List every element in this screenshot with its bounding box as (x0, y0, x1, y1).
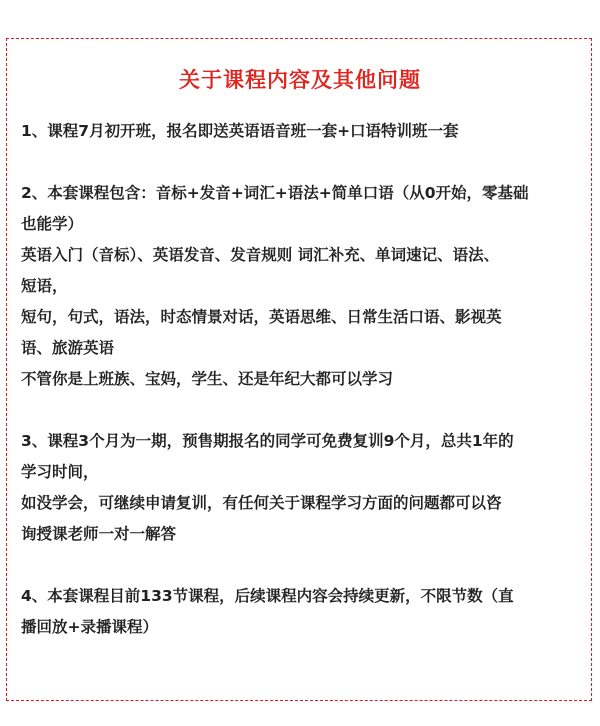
text-line: 询授课老师一对一解答 (21, 525, 177, 543)
text-line: 也能学） (21, 215, 84, 233)
text-line: 短语， (21, 277, 68, 295)
paragraph-gap (21, 550, 584, 581)
text-line: 播回放+录播课程） (21, 618, 158, 636)
paragraph-gap (21, 395, 584, 426)
text-line: 英语入门（音标）、英语发音、发音规则 词汇补充、单词速记、语法、 (21, 246, 500, 264)
content-body (21, 116, 584, 643)
section-course-count (21, 581, 584, 643)
text-line: 不管你是上班族、宝妈，学生、还是年纪大都可以学习 (21, 370, 394, 388)
section-course-start (21, 116, 584, 147)
section-course-contents (21, 178, 584, 395)
text-line: 1、课程7月初开班，报名即送英语语音班一套+口语特训班一套 (21, 122, 459, 140)
text-line: 2、本套课程包含：音标+发音+词汇+语法+简单口语（从0开始，零基础 (21, 184, 529, 202)
section-course-period (21, 426, 584, 550)
text-line: 语、旅游英语 (21, 339, 115, 357)
paragraph-gap (21, 147, 584, 178)
text-line: 短句，句式，语法，时态情景对话，英语思维、日常生活口语、影视英 (21, 308, 502, 326)
text-line: 4、本套课程目前133节课程，后续课程内容会持续更新，不限节数（直 (21, 587, 514, 605)
text-line: 学习时间， (21, 463, 99, 481)
text-line: 如没学会，可继续申请复训，有任何关于课程学习方面的问题都可以咨 (21, 494, 502, 512)
page-title: 关于课程内容及其他问题 (179, 68, 421, 92)
text-line: 3、课程3个月为一期，预售期报名的同学可免费复训9个月，总共1年的 (21, 432, 514, 450)
